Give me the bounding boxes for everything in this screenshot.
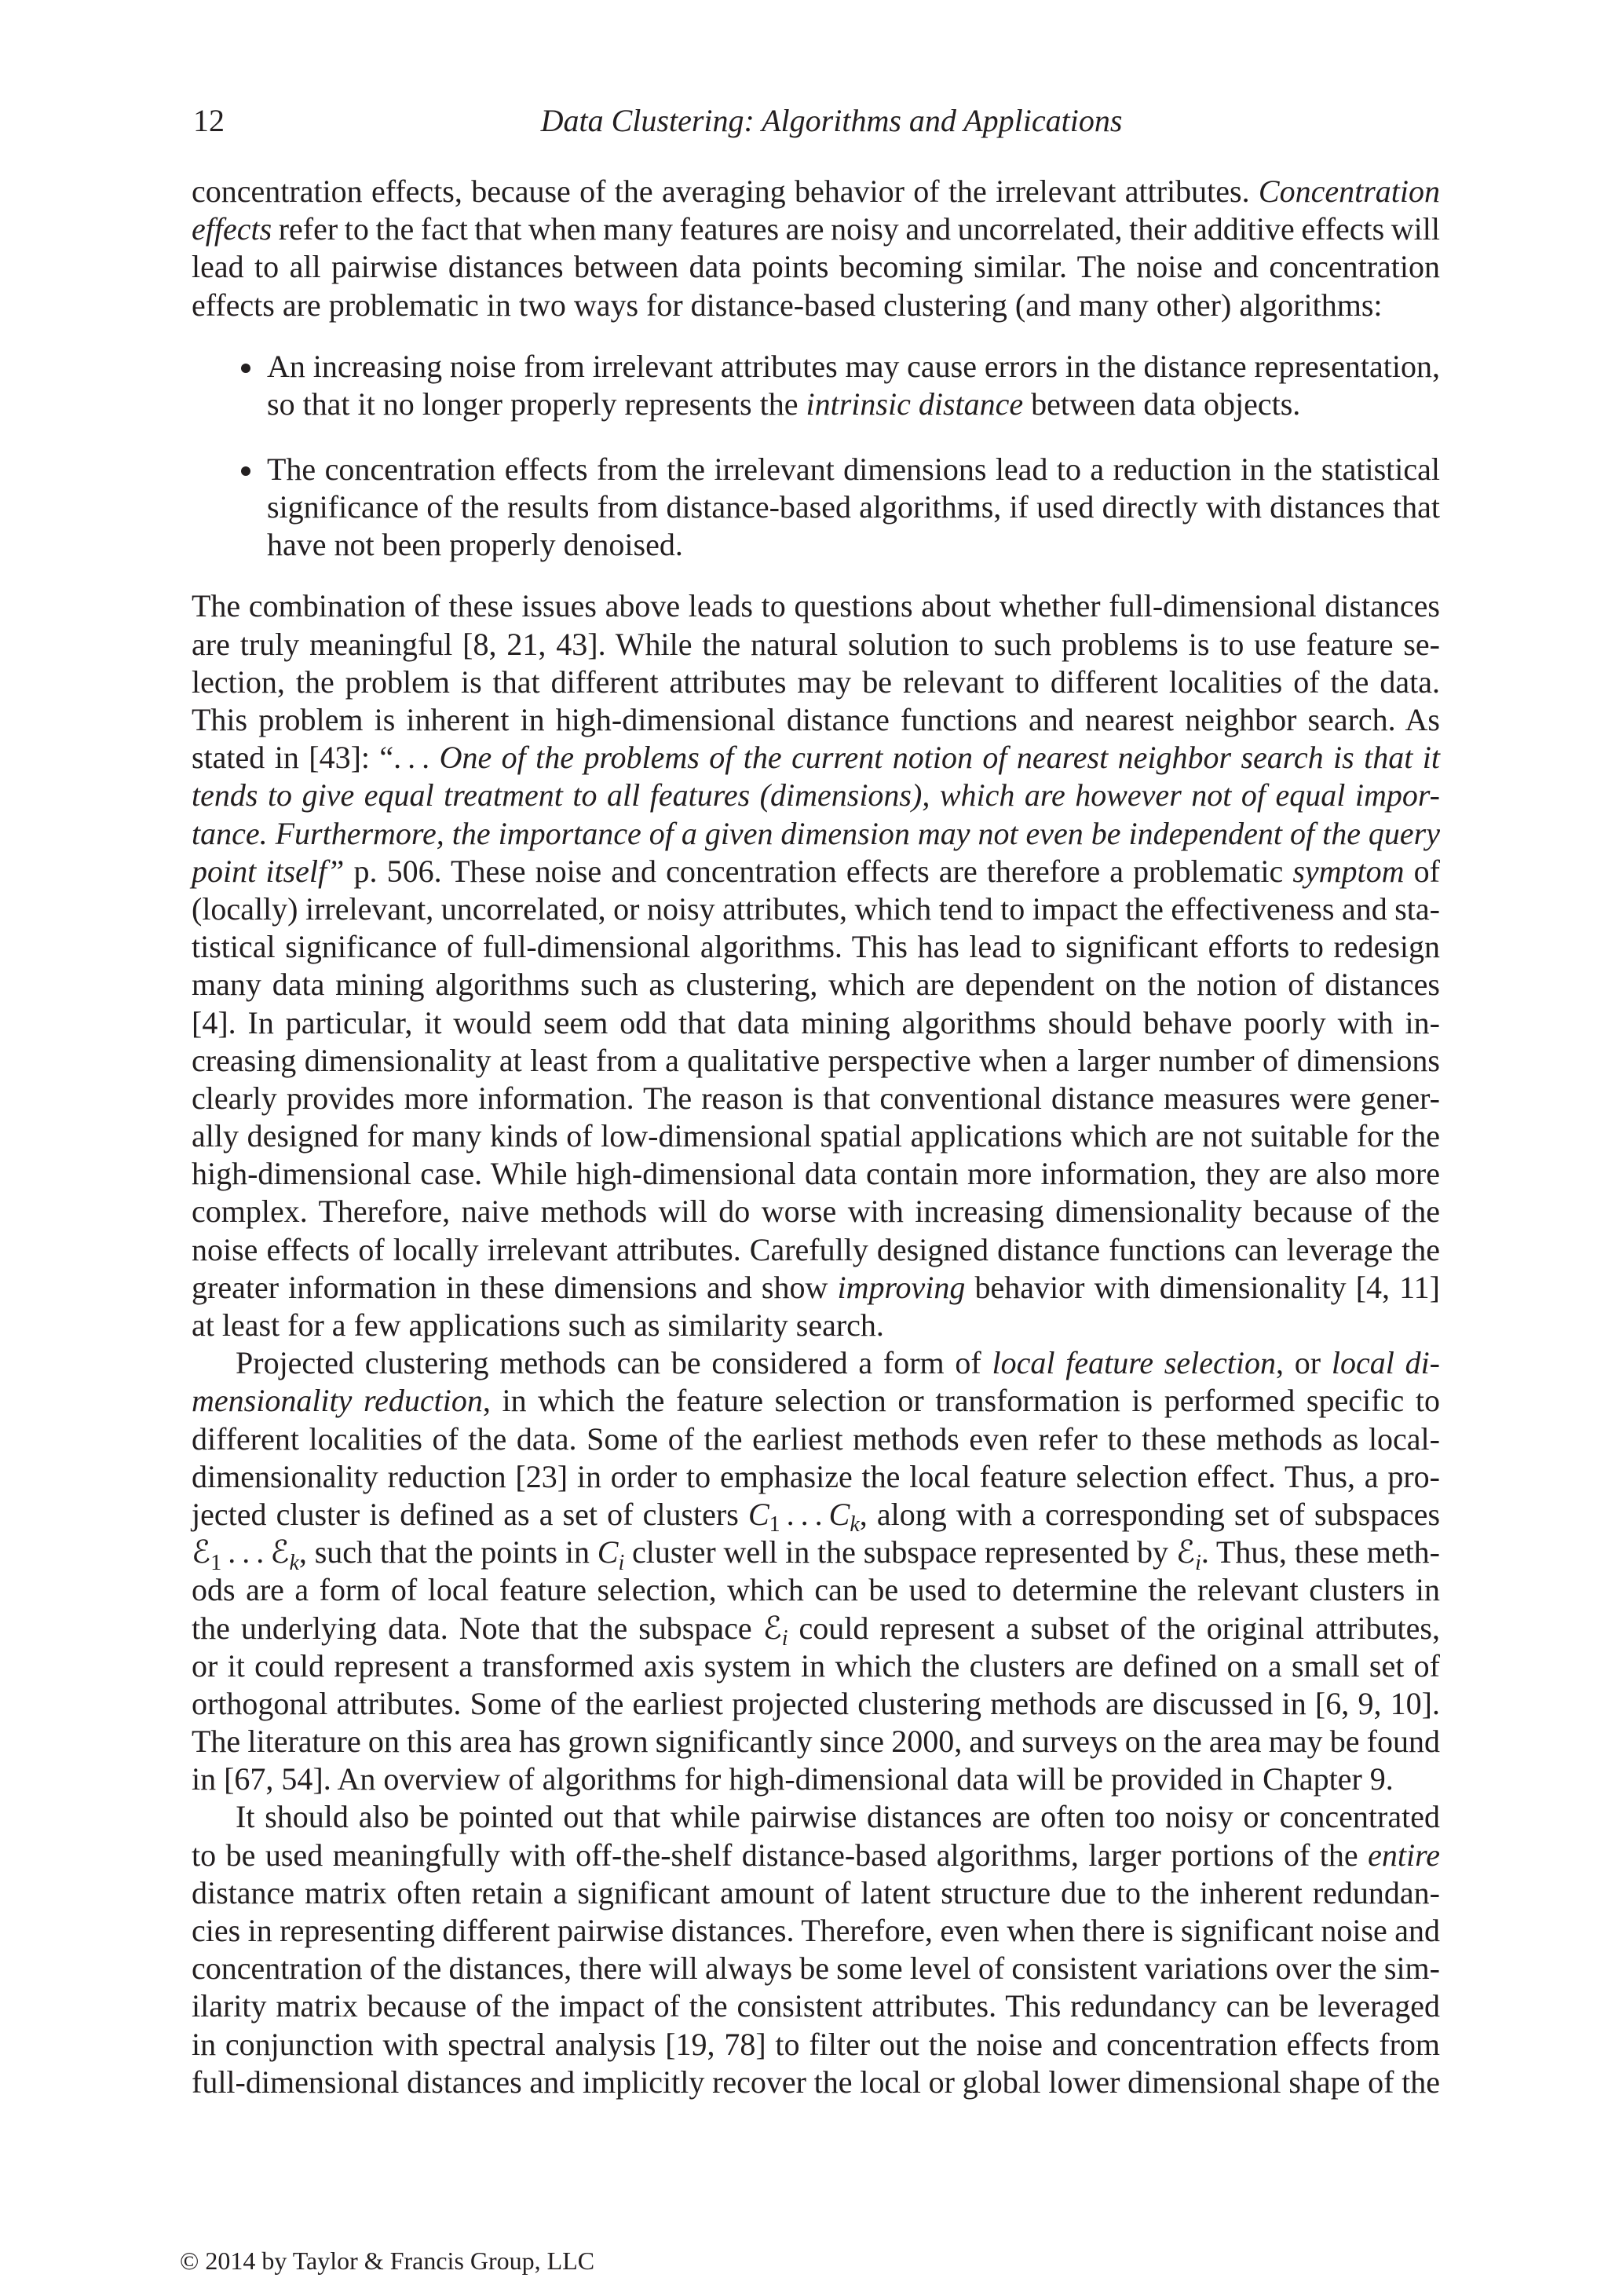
line-content	[192, 1496, 1441, 1537]
line-content	[192, 1080, 1440, 1116]
line-content	[192, 664, 1440, 700]
text-run: creasing dimensionality at least from a qualitative perspective when a larger number of dimensions	[192, 1042, 1440, 1078]
text-run: at least for a few applications such as similarity search.	[192, 1307, 884, 1344]
text-run: so that it no longer properly represents the	[267, 386, 806, 422]
math-symbol: ℰ	[192, 1534, 211, 1571]
text-run: The literature on this area has grown significantly since 2000, and surveys on the area may be found	[192, 1724, 1440, 1760]
line-content	[192, 2027, 1440, 2062]
text-run: . . .	[780, 1496, 829, 1532]
text-run: greater information in these dimensions and show	[192, 1269, 838, 1305]
line-content	[192, 1534, 1441, 1575]
subscript: k	[289, 1550, 299, 1575]
line-content	[192, 1232, 1440, 1267]
line-content	[192, 1761, 1394, 1797]
text-run: in [67, 54]. An overview of algorithms for high-dimensional data will be provided in Chapter 9.	[192, 1761, 1394, 1797]
text-line	[192, 1571, 1440, 1609]
emphasis: symptom	[1292, 853, 1405, 889]
text-line	[192, 1987, 1440, 2025]
text-line	[192, 1080, 1440, 1117]
line-content	[192, 211, 1440, 247]
text-run: , such that the points in	[298, 1534, 598, 1570]
emphasis: One of the problems of the current notion of nearest neighbor search is that it	[439, 740, 1440, 776]
text-run: p. 506. These noise and concentration effects are therefore a problematic	[344, 853, 1293, 889]
line-content	[192, 929, 1440, 964]
text-line	[192, 1117, 1440, 1155]
line-content	[192, 1724, 1440, 1759]
line-content	[192, 777, 1440, 813]
bullet-item	[192, 348, 1440, 423]
emphasis: entire	[1368, 1837, 1440, 1873]
text-run: cies in representing different pairwise distances. Therefore, even when there is significant noise and	[192, 1913, 1440, 1949]
text-line	[192, 815, 1440, 853]
line-content	[192, 1572, 1440, 1607]
text-run: to be used meaningfully with off-the-shelf distance-based algorithms, larger portions of the	[192, 1837, 1369, 1873]
emphasis: intrinsic distance	[806, 386, 1024, 422]
emphasis: tance. Furthermore, the importance of a given dimension may not even be independent of the query	[192, 815, 1441, 851]
subscript: k	[850, 1512, 860, 1537]
text-line	[267, 526, 1440, 564]
text-run: could represent a subset of the original attributes,	[788, 1610, 1440, 1646]
text-run: This problem is inherent in high-dimensional distance functions and nearest neighbor search. As	[192, 702, 1440, 738]
line-content	[192, 1988, 1440, 2024]
text-line	[192, 1155, 1440, 1193]
line-content	[192, 1005, 1440, 1040]
line-content	[192, 1270, 1440, 1305]
text-line	[192, 1496, 1441, 1537]
math-symbol: ℰ	[762, 1610, 782, 1647]
text-run: many data mining algorithms such as clustering, which are dependent on the notion of distances	[192, 967, 1440, 1003]
text-line	[192, 1344, 1440, 1382]
subscript: i	[618, 1550, 625, 1575]
text-run: , or	[1275, 1345, 1332, 1381]
line-content	[192, 627, 1440, 662]
line-content	[192, 174, 1440, 209]
text-run: or it could represent a transformed axis system in which the clusters are defined on a small set of	[192, 1647, 1440, 1684]
text-line	[192, 1912, 1440, 1950]
text-run: ods are a form of local feature selection, which can be used to determine the relevant clusters in	[192, 1572, 1440, 1608]
line-content	[192, 816, 1440, 851]
text-run: concentration effects, because of the averaging behavior of the irrelevant attributes.	[192, 174, 1259, 209]
line-content	[192, 1043, 1440, 1078]
text-line	[192, 1647, 1440, 1685]
line-content	[192, 1307, 884, 1343]
text-run: lead to all pairwise distances between data points becoming similar. The noise and concentration	[192, 249, 1440, 285]
subscript: i	[781, 1625, 788, 1651]
line-content	[192, 702, 1440, 737]
text-line	[192, 928, 1440, 966]
text-line	[192, 1874, 1440, 1912]
line-content	[192, 287, 1383, 323]
running-head: Data Clustering: Algorithms and Applications	[540, 103, 1123, 138]
text-line	[192, 1307, 1440, 1344]
bullet-list	[192, 348, 1440, 564]
text-line	[192, 1382, 1440, 1420]
text-run: cluster well in the subspace represented by	[624, 1534, 1176, 1570]
text-line	[192, 664, 1440, 701]
text-run: The combination of these issues above leads to questions about whether full-dimensional distances	[192, 588, 1440, 624]
paragraph	[192, 173, 1440, 324]
line-content	[267, 452, 1440, 487]
emphasis: tends to give equal treatment to all features (dimensions), which are however not of equal impor-	[192, 777, 1440, 813]
bullet-icon	[241, 364, 250, 373]
text-run: full-dimensional distances and implicitly recover the local or global lower dimensional shape of the	[192, 2064, 1440, 2100]
text-line	[192, 1231, 1440, 1269]
subscript: 1	[210, 1550, 222, 1575]
text-line	[192, 1420, 1440, 1458]
text-run: distance matrix often retain a significant amount of latent structure due to the inherent redundan-	[192, 1874, 1440, 1910]
text-line	[192, 1685, 1440, 1723]
line-content	[192, 1118, 1440, 1153]
line-content	[192, 1421, 1440, 1457]
text-line	[192, 248, 1440, 286]
text-run: high-dimensional case. While high-dimensional data contain more information, they are also more	[192, 1156, 1440, 1192]
line-content	[267, 489, 1440, 525]
text-line	[267, 348, 1440, 386]
text-run: have not been properly denoised.	[267, 526, 683, 562]
text-line	[267, 488, 1440, 526]
line-content	[192, 1951, 1440, 1986]
text-run: lection, the problem is that different attributes may be relevant to different localities of the data.	[192, 664, 1440, 700]
text-run: An increasing noise from irrelevant attributes may cause errors in the distance representation,	[267, 349, 1440, 385]
text-run: of	[1404, 853, 1440, 889]
line-content	[192, 249, 1440, 284]
line-content	[192, 1837, 1440, 1873]
text-run: , along with a corresponding set of subspaces	[859, 1496, 1441, 1532]
paragraph	[192, 1798, 1440, 2101]
text-line	[192, 2026, 1440, 2064]
text-run: , in which the feature selection or transformation is performed specific to	[482, 1383, 1440, 1419]
line-content	[192, 854, 1440, 889]
text-run: effects are problematic in two ways for distance-based clustering (and many other) algorithms:	[192, 287, 1383, 323]
text-line	[192, 1004, 1440, 1042]
line-content	[236, 1345, 1440, 1380]
text-run: Projected clustering methods can be considered a form of	[236, 1345, 992, 1381]
line-content	[267, 527, 683, 562]
text-run: . Thus, these meth-	[1201, 1534, 1441, 1570]
text-line	[192, 287, 1440, 324]
text-run: ally designed for many kinds of low-dimensional spatial applications which are not suitable for the	[192, 1118, 1440, 1154]
text-line	[192, 1269, 1440, 1307]
text-line	[192, 1458, 1440, 1496]
text-line	[192, 173, 1440, 210]
math-symbol: ℰ	[1175, 1534, 1196, 1571]
text-line	[192, 1837, 1440, 1874]
text-run: It should also be pointed out that while pairwise distances are often too noisy or concentrated	[236, 1799, 1440, 1835]
line-content	[267, 386, 1300, 422]
paragraph	[192, 1344, 1440, 1798]
text-run: [4]. In particular, it would seem odd that data mining algorithms should behave poorly with in-	[192, 1004, 1440, 1040]
line-content	[192, 2064, 1440, 2100]
line-content	[192, 1648, 1440, 1684]
text-run: stated in [43]: “. . .	[192, 740, 440, 776]
line-content	[192, 740, 1440, 775]
line-content	[192, 967, 1440, 1002]
text-run: refer to the fact that when many features are noisy and uncorrelated, their additive effects will	[272, 211, 1440, 247]
text-run: complex. Therefore, naive methods will do worse with increasing dimensionality because of the	[192, 1194, 1440, 1230]
text-run: noise effects of locally irrelevant attributes. Carefully designed distance functions can leverage the	[192, 1231, 1440, 1267]
text-line	[192, 1723, 1440, 1760]
text-run: in conjunction with spectral analysis [19, 78] to filter out the noise and concentration effects from	[192, 2026, 1440, 2062]
text-line	[192, 1042, 1440, 1080]
text-line	[192, 739, 1440, 777]
text-run: . . .	[221, 1534, 271, 1570]
line-content	[192, 1156, 1440, 1191]
text-run: ilarity matrix because of the impact of the consistent attributes. This redundancy can be leveraged	[192, 1988, 1440, 2024]
emphasis: effects	[192, 211, 272, 247]
line-content	[192, 1610, 1440, 1651]
page-body	[192, 173, 1440, 2101]
text-run: clearly provides more information. The reason is that conventional distance measures were gener-	[192, 1080, 1440, 1116]
text-run: different localities of the data. Some of the earliest methods even refer to these methods as local-	[192, 1420, 1440, 1457]
line-content	[192, 1459, 1440, 1494]
paragraph	[192, 587, 1440, 1344]
text-line	[267, 386, 1440, 423]
emphasis: point itself”	[192, 853, 345, 889]
subscript: 1	[769, 1512, 780, 1537]
text-run: behavior with dimensionality [4, 11]	[965, 1269, 1440, 1305]
page-number: 12	[193, 103, 225, 138]
text-run: orthogonal attributes. Some of the earliest projected clustering methods are discussed in [6, 9, 10].	[192, 1685, 1440, 1721]
bullet-item	[192, 451, 1440, 565]
text-run: The concentration effects from the irrelevant dimensions lead to a reduction in the statistical	[267, 451, 1440, 487]
text-line	[192, 587, 1440, 625]
text-line	[192, 1760, 1440, 1798]
line-content	[267, 349, 1440, 384]
text-run: between data objects.	[1023, 386, 1301, 422]
line-content	[192, 1913, 1440, 1948]
text-line	[192, 1610, 1440, 1651]
emphasis: local di-	[1331, 1345, 1440, 1381]
line-content	[192, 1686, 1440, 1721]
text-line	[192, 966, 1440, 1004]
text-line	[192, 701, 1440, 739]
text-run: concentration of the distances, there will always be some level of consistent variations over the sim-	[192, 1951, 1440, 1987]
text-run: significance of the results from distance-based algorithms, if used directly with distances that	[267, 488, 1440, 525]
text-line	[192, 1950, 1440, 1987]
bullet-text	[267, 348, 1440, 423]
text-line	[192, 853, 1440, 890]
text-line	[192, 626, 1440, 664]
math-variable: C	[597, 1534, 619, 1570]
math-variable: C	[828, 1496, 850, 1532]
math-variable: C	[747, 1496, 769, 1532]
copyright-footer: © 2014 by Taylor & Francis Group, LLC	[180, 2247, 595, 2275]
line-content	[192, 1383, 1440, 1418]
text-line	[267, 451, 1440, 488]
line-content	[192, 588, 1440, 623]
text-line	[192, 1193, 1440, 1230]
text-run: are truly meaningful [8, 21, 43]. While the natural solution to such problems is to use feature se-	[192, 626, 1440, 662]
line-content	[192, 1875, 1440, 1910]
line-content	[192, 1194, 1440, 1229]
text-line	[192, 2064, 1440, 2101]
text-run: (locally) irrelevant, uncorrelated, or noisy attributes, which tend to impact the effectiveness and sta-	[192, 890, 1440, 927]
emphasis: mensionality reduction	[192, 1383, 483, 1419]
emphasis: local feature selection	[992, 1345, 1276, 1381]
text-line	[192, 1798, 1440, 1836]
text-line	[192, 890, 1440, 928]
bullet-text	[267, 451, 1440, 565]
text-run: dimensionality reduction [23] in order to emphasize the local feature selection effect. Thus, a pro-	[192, 1458, 1440, 1494]
bullet-icon	[241, 466, 250, 476]
text-line	[192, 1534, 1441, 1575]
text-run: jected cluster is defined as a set of clusters	[192, 1496, 748, 1532]
subscript: i	[1195, 1550, 1201, 1575]
emphasis: improving	[837, 1269, 966, 1305]
text-run: tistical significance of full-dimensional algorithms. This has lead to significant efforts to redesign	[192, 929, 1440, 965]
math-symbol: ℰ	[270, 1534, 290, 1571]
text-line	[192, 777, 1440, 814]
text-line	[192, 210, 1440, 248]
line-content	[236, 1799, 1440, 1834]
emphasis: Concentration	[1258, 174, 1440, 209]
line-content	[192, 891, 1440, 927]
text-run: the underlying data. Note that the subspace	[192, 1610, 763, 1646]
